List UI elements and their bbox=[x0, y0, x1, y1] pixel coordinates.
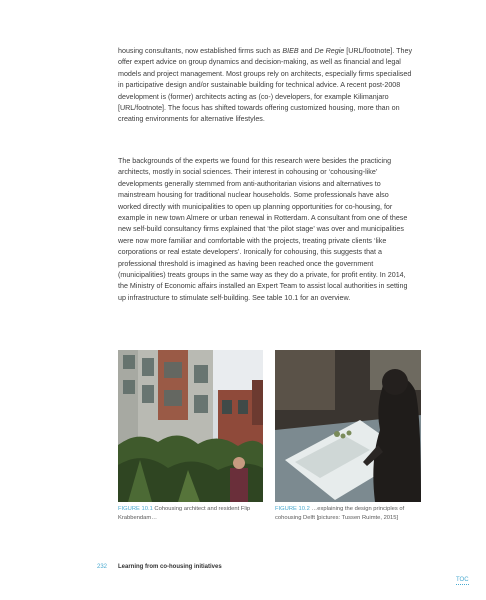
page-number: 232 bbox=[97, 564, 108, 570]
figure-caption-text: …explaining the design principles of cohousing Delft [pictures: Tussen Ruimte, 2015] bbox=[275, 506, 405, 521]
photo-design-explanation bbox=[275, 350, 421, 502]
figure-caption bbox=[118, 505, 263, 523]
paragraph-text: [URL/footnote]. They offer expert advice on group dynamics and decision-making, as well as financial and legal models and project management. Most groups rely on architects, especially firms specialised in participative design and/or sustainable building for technical advice. A recent post-2008 development is (former) architects acting as (co-) developers, for example Kilimanjaro [URL/footnote]. The focus has shifted towards offering customized housing, more than on creating environments for alternative lifestyles. bbox=[118, 47, 413, 124]
body-paragraph-1 bbox=[118, 46, 413, 126]
figure-10-2 bbox=[275, 350, 421, 521]
paragraph-text: housing consultants, now established firms such as bbox=[118, 47, 283, 55]
figure-label: FIGURE 10.1 bbox=[118, 506, 153, 512]
figure-caption-text: Cohousing architect and resident Flip Krabbendam… bbox=[118, 506, 251, 521]
paragraph-text: and bbox=[298, 47, 315, 55]
photo-architect-in-garden bbox=[118, 350, 263, 502]
toc-link[interactable]: TOC bbox=[456, 577, 469, 583]
firm-name-bieb: BIEB bbox=[282, 47, 299, 55]
figure-label: FIGURE 10.2 bbox=[275, 506, 310, 512]
firm-name-de-regie: De Regie bbox=[314, 47, 345, 55]
figure-caption bbox=[275, 505, 421, 523]
running-title: Learning from co-housing initiatives bbox=[118, 564, 222, 570]
paragraph-text: The backgrounds of the experts we found for this research were besides the practicing architects, mostly in social sciences. Their interest in cohousing or ‘cohousing-like’ developments generally stemmed from anti-authoritarian visions and alternatives to mainstream housing for traditional nuclear households. Some professionals have also worked directly with municipalities to open up planning opportunities for co-housing, for example in new town Almere or urban renewal in Rotterdam. A consultant from one of these new self-build consultancy firms explained that ‘the pilot stage’ was over and municipalities were now more familiar and comfortable with the projects, treating private clients ‘like corporations or real estate developers’. Ironically for cohousing, this suggests that a professional threshold is imagined as having been reached once the government (municipalities) treats groups in the same way as they do a private, for profit entity. In 2014, the Ministry of Economic affairs installed an Expert Team to assist local authorities in setting up infrastructure to stimulate self-building. See table 10.1 for an overview. bbox=[118, 157, 408, 302]
body-paragraph-2 bbox=[118, 156, 413, 304]
figure-10-1 bbox=[118, 350, 263, 521]
